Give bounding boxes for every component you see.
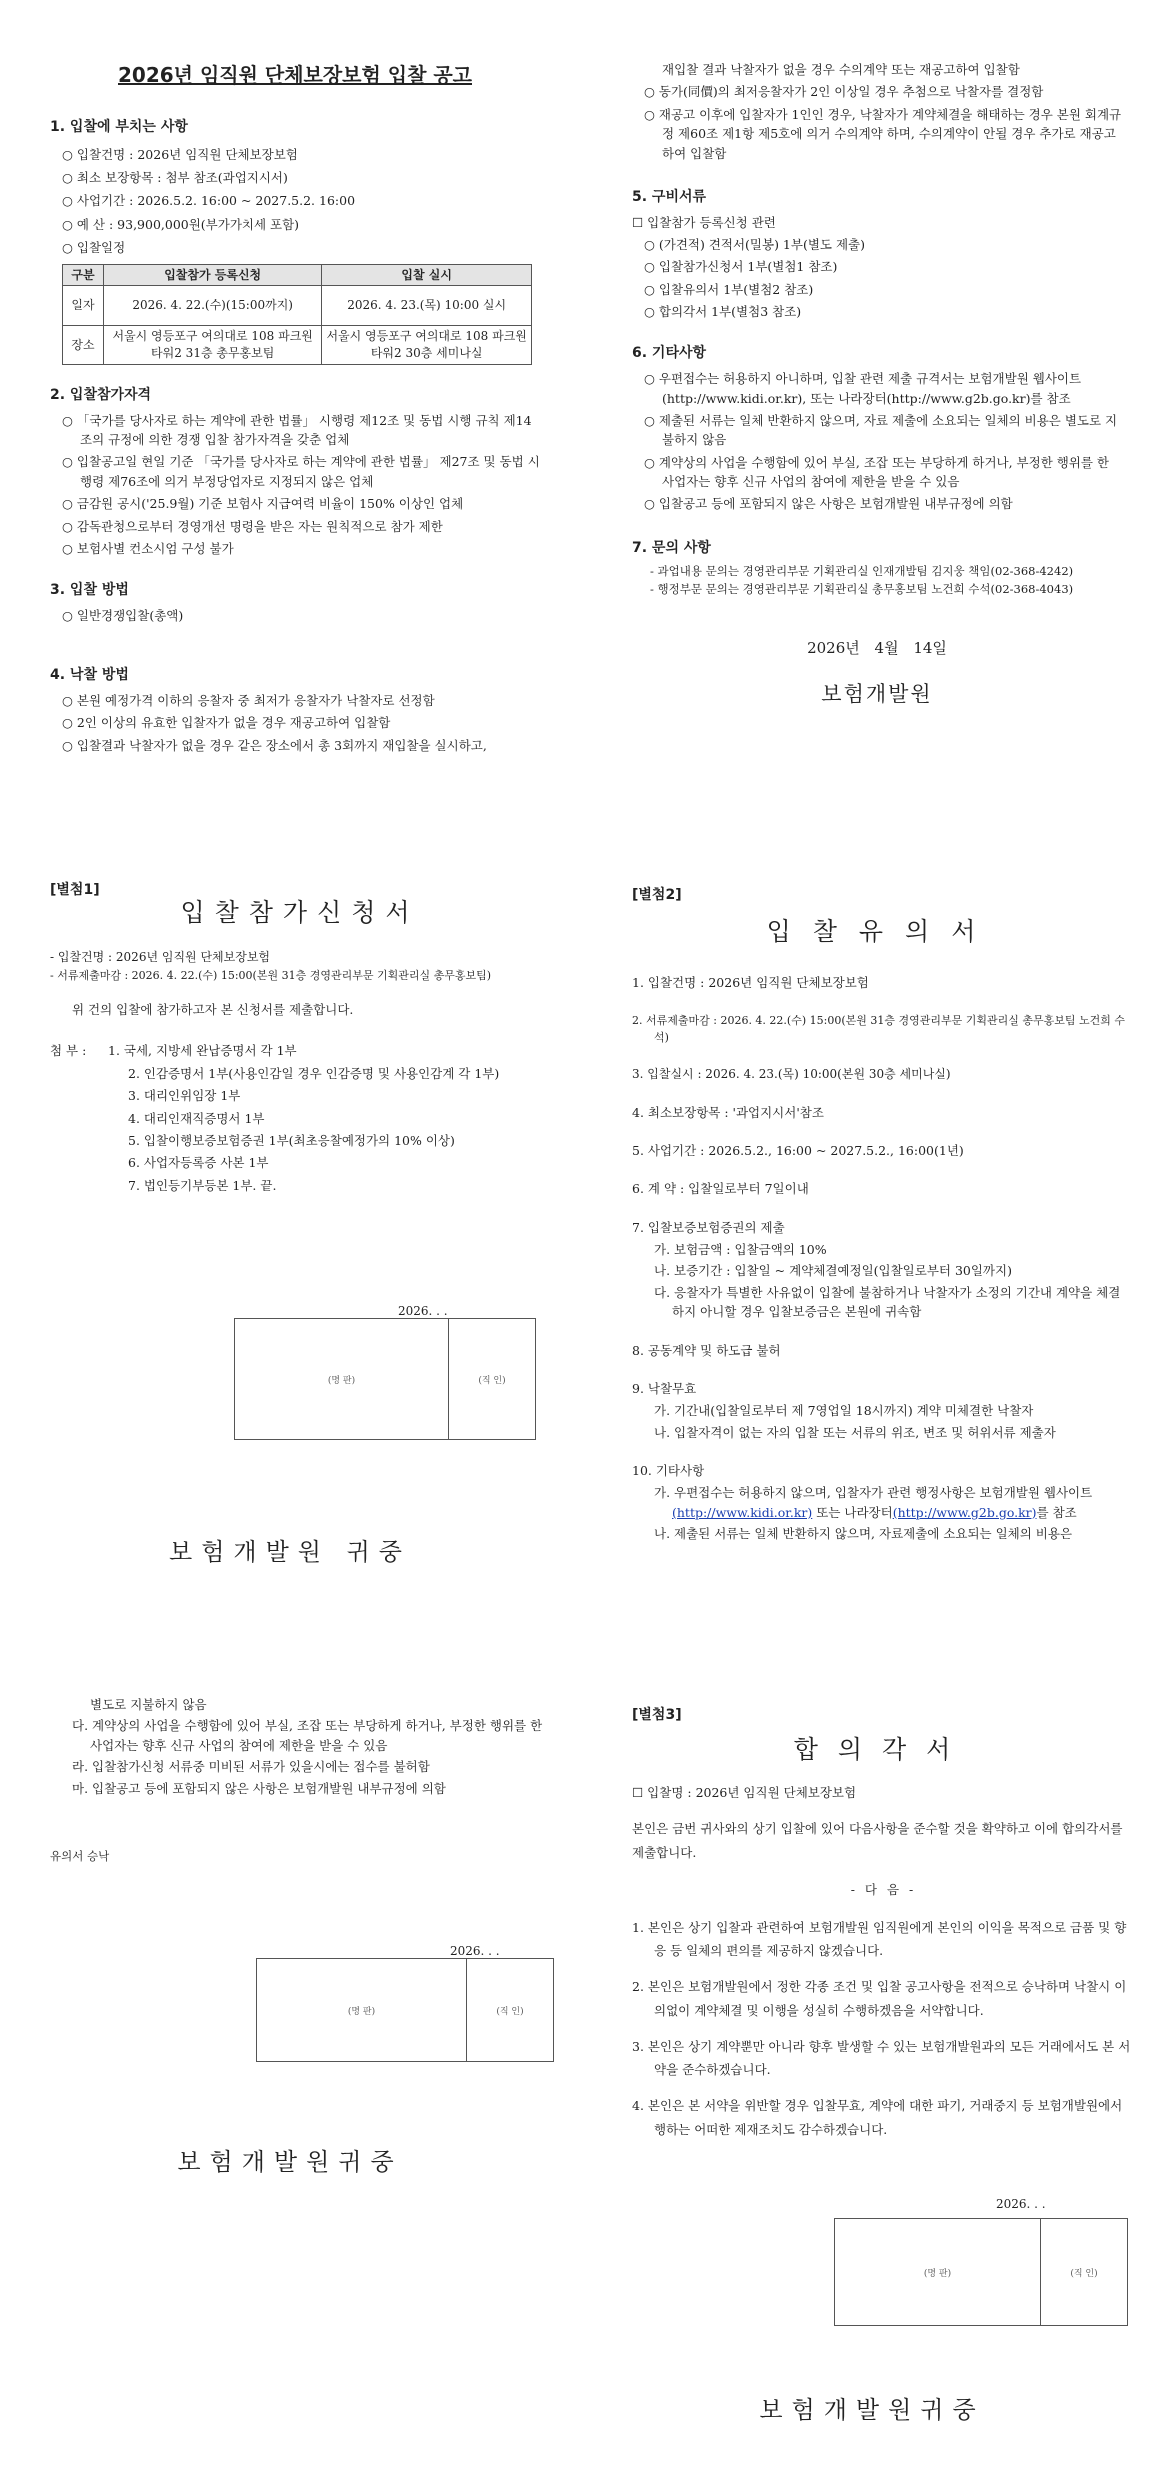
form-date: 2026. . . [996,2197,1046,2211]
table-cell: 서울시 영등포구 여의대로 108 파크원 타워2 31층 총무홍보팀 [104,326,322,365]
sub-item: 마. 입찰공고 등에 포함되지 않은 사항은 보험개발원 내부규정에 의함 [72,1780,446,1796]
list-item: 8. 공동계약 및 하도급 불허 [632,1342,781,1358]
continued-text: 별도로 지불하지 않음 [90,1697,207,1712]
section-heading: 4. 낙찰 방법 [50,667,129,684]
form-date: 2026. . . [450,1944,500,1958]
section-heading: 2. 입찰참가자격 [50,386,152,403]
section-heading: 3. 입찰 방법 [50,582,129,599]
list-item: 2. 서류제출마감 : 2026. 4. 22.(수) 15:00(본원 31층 경영관리부문 기획관리실 총무홍보팀 노건희 수석) [632,1013,1125,1044]
list-item: ○ 2인 이상의 유효한 입찰자가 없을 경우 재공고하여 입찰함 [62,715,391,731]
seal-name-cell: (명 판) [257,1959,467,2061]
table-header: 입찰 실시 [322,264,532,286]
attachment2-continued-page [50,1695,550,1866]
list-item: ○ 감독관청으로부터 경영개선 명령을 받은 자는 원칙적으로 참가 제한 [62,518,443,534]
form-title: 합의각서 [793,1734,971,1764]
sub-item-text: 가. 우편접수는 허용하지 않으며, 입찰자가 관련 행정사항은 보험개발원 웹사이트 [654,1485,1093,1501]
form-date: 2026. . . [398,1304,448,1318]
seal-stamp-cell: (직 인) [1070,2268,1098,2279]
recipient-line: 보험개발원귀중 [759,2396,985,2424]
kidi-link[interactable]: (http://www.kidi.or.kr) [672,1504,813,1520]
recipient-line: 보험개발원 귀중 [169,1538,411,1566]
table-header: 입찰참가 등록신청 [104,264,322,286]
section-center: - 다 음 - [850,1882,914,1898]
list-item: ○ 제출된 서류는 일체 반환하지 않으며, 자료 제출에 소요되는 일체의 비용은 별도로 지불하지 않음 [644,412,1118,448]
list-item: 1. 국세, 지방세 완납증명서 각 1부 [108,1043,297,1059]
list-item: ○ 입찰결과 낙찰자가 없을 경우 같은 장소에서 총 3회까지 재입찰을 실시하고, [62,737,487,753]
attachment3-page [632,1705,1132,2142]
notice-page-right [632,60,1122,711]
list-item: ○ 계약상의 사업을 수행함에 있어 부실, 조잡 또는 부당하게 하거나, 부정한 행위를 한 사업자는 향후 신규 사업의 참여에 제한을 받을 수 있음 [644,454,1110,489]
acceptance-label: 유의서 승낙 [50,1848,110,1863]
sub-item-text: 또는 나라장터 [812,1504,893,1520]
list-item: ○ 입찰건명 : 2026년 임직원 단체보장보험 [62,146,298,162]
sub-item: 가. 보험금액 : 입찰금액의 10% [654,1242,827,1257]
list-item: 4. 최소보장항목 : '과업지시서'참조 [632,1104,824,1120]
seal-box [834,2218,1128,2326]
pledge-item: 3. 본인은 상기 계약뿐만 아니라 향후 발생할 수 있는 보험개발원과의 모든 거래에서도 본 서약을 준수하겠습니다. [632,2038,1131,2078]
seal-stamp-cell: (직 인) [478,1375,506,1386]
attachment-tag: [별첨3] [632,1707,682,1723]
bid-name-line: ☐ 입찰명 : 2026년 임직원 단체보장보험 [632,1785,857,1801]
list-item: ○ 보험사별 컨소시엄 구성 불가 [62,540,234,556]
list-item: 6. 계 약 : 입찰일로부터 7일이내 [632,1181,809,1197]
section-heading: 5. 구비서류 [632,188,707,205]
list-item: ○ 본원 예정가격 이하의 응찰자 중 최저가 응찰자가 낙찰자로 선정함 [62,693,435,709]
list-item: ○ 동가(同價)의 최저응찰자가 2인 이상일 경우 추첨으로 낙찰자를 결정함 [644,84,1044,100]
table-cell: 장소 [63,326,104,365]
table-cell: 2026. 4. 23.(목) 10:00 실시 [322,286,532,326]
sub-item: 다. 계약상의 사업을 수행함에 있어 부실, 조잡 또는 부당하게 하거나, 부정한 행위를 한 사업자는 향후 신규 사업의 참여에 제한을 받을 수 있음 [72,1718,543,1753]
seal-name-cell: (명 판) [235,1319,449,1439]
sub-item: 나. 제출된 서류는 일체 반환하지 않으며, 자료제출에 소요되는 일체의 비용은 [654,1526,1073,1542]
form-title: 입찰참가신청서 [180,897,420,927]
pledge-item: 4. 본인은 본 서약을 위반할 경우 입찰무효, 계약에 대한 파기, 거래중지 등 보험개발원에서 행하는 어떠한 제재조치도 감수하겠습니다. [632,2098,1123,2137]
list-item: 7. 입찰보증보험증권의 제출 [632,1219,785,1235]
list-item: ○ 예 산 : 93,900,000원(부가가치세 포함) [62,216,300,232]
section-heading: 1. 입찰에 부치는 사항 [50,119,188,135]
list-item: 9. 낙찰무효 [632,1380,697,1396]
sub-item: 라. 입찰참가신청 서류중 미비된 서류가 있을시에는 접수를 불허함 [72,1759,430,1775]
page-title: 2026년 임직원 단체보장보험 입찰 공고 [118,63,472,87]
contact-line: - 행정부문 문의는 경영관리부문 기획관리실 총무홍보팀 노건희 수석(02-368-4043) [650,582,1074,597]
sub-item: 다. 응찰자가 특별한 사유없이 입찰에 불참하거나 낙찰자가 소정의 기간내 계약을 체결하지 아니할 경우 입찰보증금은 본원에 귀속함 [654,1284,1121,1320]
table-header: 구분 [63,264,104,286]
table-cell: 일자 [63,286,104,326]
list-item: ○ 최소 보장항목 : 첨부 참조(과업지시서) [62,170,288,186]
list-item: ○ 입찰공고 등에 포함되지 않은 사항은 보험개발원 내부규정에 의함 [644,496,1013,512]
seal-stamp-cell: (직 인) [496,2006,524,2017]
list-item: ○ 「국가를 당사자로 하는 계약에 관한 법률」 시행령 제12조 및 동법 시행 규칙 제14조의 규정에 의한 경쟁 입찰 참가자격을 갖춘 업체 [62,412,532,448]
list-item: 10. 기타사항 [632,1463,705,1478]
attachment2-page [632,885,1132,1544]
list-item: 6. 사업자등록증 사본 1부 [128,1155,269,1171]
list-item: ○ 우편접수는 허용하지 아니하며, 입찰 관련 제출 규격서는 보험개발원 웹사이트(http://www.kidi.or.kr), 또는 나라장터(http://www.g2b.go.kr)를 참조 [644,371,1082,406]
list-item: ○ 입찰유의서 1부(별첨2 참조) [644,281,814,297]
list-item: ○ 입찰공고일 현일 기준 「국가를 당사자로 하는 계약에 관한 법률」 제27조 및 동법 시행령 제76조에 의거 부정당업자로 지정되지 않은 업체 [62,454,540,489]
form-title: 입찰유의서 [766,916,998,946]
seal-box [256,1958,554,2062]
list-item: 2. 인감증명서 1부(사용인감일 경우 인감증명 및 사용인감계 각 1부) [128,1065,500,1081]
attachment-label: 첨 부 : [50,1043,87,1059]
sub-item: 나. 보증기간 : 입찰일 ~ 계약체결예정일(입찰일로부터 30일까지) [654,1263,1012,1279]
attachment-tag: [별첨1] [50,882,100,898]
intro-text: 위 건의 입찰에 참가하고자 본 신청서를 제출합니다. [72,1002,354,1018]
intro-text: 본인은 금번 귀사와의 상기 입찰에 있어 다음사항을 준수할 것을 확약하고 이에 합의각서를 제출합니다. [632,1820,1123,1860]
g2b-link[interactable]: (http://www.g2b.go.kr) [892,1504,1037,1520]
seal-box [234,1318,536,1440]
pledge-item: 1. 본인은 상기 입찰과 관련하여 보험개발원 임직원에게 본인의 이익을 목적으로 금품 및 향응 등 일체의 편의를 제공하지 않겠습니다. [632,1919,1127,1959]
sub-item: 가. 기간내(입찰일로부터 제 7영업일 18시까지) 계약 미체결한 낙찰자 [654,1403,1034,1419]
list-item: 3. 입찰실시 : 2026. 4. 23.(목) 10:00(본원 30층 세미나실) [632,1066,951,1081]
notice-page-left [50,60,540,755]
table-cell: 서울시 영등포구 여의대로 108 파크원 타워2 30층 세미나실 [322,326,532,365]
continued-text: 재입찰 결과 낙찰자가 없을 경우 수의계약 또는 재공고하여 입찰함 [662,62,1020,77]
list-item: ○ 금감원 공시('25.9월) 기준 보험사 지급여력 비율이 150% 이상인 업체 [62,496,464,512]
seal-name-cell: (명 판) [835,2219,1041,2325]
list-item: ○ 재공고 이후에 입찰자가 1인인 경우, 낙찰자가 계약체결을 해태하는 경우 본원 회계규정 제60조 제1항 제5호에 의거 수의계약 하며, 수의계약이 안될 경우 추가로 재공고하여 입찰함 [644,106,1122,161]
contact-line: - 과업내용 문의는 경영관리부문 기획관리실 인재개발팀 김지웅 책임(02-368-4242) [650,564,1074,579]
attachment-tag: [별첨2] [632,887,682,903]
meta-line: - 입찰건명 : 2026년 임직원 단체보장보험 [50,950,270,965]
sub-item-text: 를 참조 [1036,1504,1077,1520]
attachment-list [50,1041,550,1195]
section-heading: 7. 문의 사항 [632,539,711,556]
pledge-item: 2. 본인은 보험개발원에서 정한 각종 조건 및 입찰 공고사항을 전적으로 승낙하며 낙찰시 이의없이 계약체결 및 이행을 성실히 수행하겠음을 서약합니다. [632,1979,1127,2018]
sub-item [632,1483,1132,1522]
attachment1-page [50,880,550,1195]
sub-item: 나. 입찰자격이 없는 자의 입찰 또는 서류의 위조, 변조 및 허위서류 제출자 [654,1424,1056,1440]
list-item: 3. 대리인위임장 1부 [128,1088,241,1104]
list-item: 7. 법인등기부등본 1부. 끝. [128,1177,277,1193]
list-item: ○ (가견적) 견적서(밀봉) 1부(별도 제출) [644,236,865,252]
issuer-name: 보험개발원 [821,682,933,707]
recipient-line: 보험개발원귀중 [177,2148,403,2176]
list-item: ○ 입찰일정 [62,240,126,256]
table-cell: 2026. 4. 22.(수)(15:00까지) [104,286,322,326]
list-item: ○ 합의각서 1부(별첨3 참조) [644,304,802,320]
schedule-table [62,264,532,365]
meta-line: - 서류제출마감 : 2026. 4. 22.(수) 15:00(본원 31층 경영관리부문 기획관리실 총무홍보팀) [50,969,492,983]
section-heading: 6. 기타사항 [632,345,707,362]
list-item: 4. 대리인재직증명서 1부 [128,1110,265,1126]
list-item: 1. 입찰건명 : 2026년 임직원 단체보장보험 [632,975,869,991]
list-lead: ☐ 입찰참가 등록신청 관련 [632,214,776,230]
notice-date: 2026년 4월 14일 [807,639,947,658]
list-item: ○ 사업기간 : 2026.5.2. 16:00 ~ 2027.5.2. 16:00 [62,193,356,209]
list-item: ○ 일반경쟁입찰(총액) [62,607,184,623]
list-item: 5. 사업기간 : 2026.5.2., 16:00 ~ 2027.5.2., 16:00(1년) [632,1142,964,1158]
list-item: ○ 입찰참가신청서 1부(별첨1 참조) [644,259,838,275]
list-item: 5. 입찰이행보증보험증권 1부(최초응찰예정가의 10% 이상) [128,1132,455,1148]
